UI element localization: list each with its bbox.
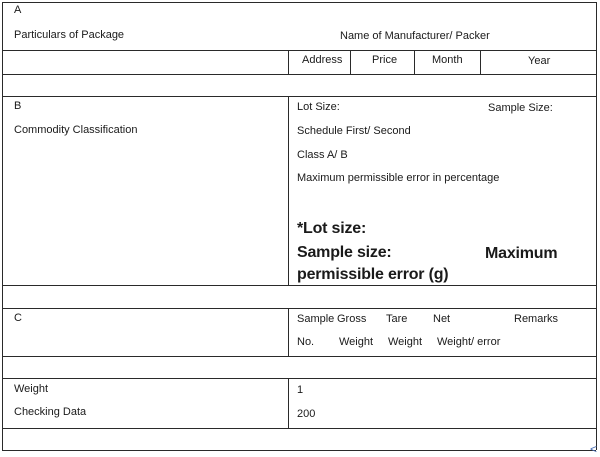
rule-c-bottom xyxy=(2,356,596,357)
header-gross-weight: Weight xyxy=(339,336,374,348)
weight-label: Weight xyxy=(14,383,49,395)
col-divider-c xyxy=(288,308,289,356)
section-b-letter: B xyxy=(14,100,22,112)
sample-size-label: Sample Size: xyxy=(488,102,553,114)
bold-permissible-error: permissible error (g) xyxy=(297,266,449,283)
rule-d-top xyxy=(2,378,596,379)
rule-b-bottom xyxy=(2,285,596,286)
rule-b-top xyxy=(2,96,596,97)
header-net: Net xyxy=(433,313,451,325)
manufacturer-label: Name of Manufacturer/ Packer xyxy=(340,30,490,42)
col-divider-price-month xyxy=(414,50,415,74)
edge-arrow-mark: < xyxy=(590,442,598,456)
rule-c-top xyxy=(2,308,596,309)
header-net-weight-error: Weight/ error xyxy=(437,336,501,348)
classification-label: Commodity Classification xyxy=(14,124,138,136)
rule-right xyxy=(596,2,597,450)
column-month: Month xyxy=(432,54,463,66)
rule-d-bottom xyxy=(2,428,596,429)
rule-left xyxy=(2,2,3,450)
header-no: No. xyxy=(297,336,315,348)
header-gross: Gross xyxy=(337,313,367,325)
schedule-label: Schedule First/ Second xyxy=(297,125,411,137)
rule-bottom xyxy=(2,450,596,451)
checking-data-label: Checking Data xyxy=(14,406,87,418)
bold-maximum: Maximum xyxy=(485,245,558,262)
col-divider-a xyxy=(288,50,289,74)
bold-sample-size: Sample size: xyxy=(297,244,392,261)
column-price: Price xyxy=(372,54,398,66)
section-a-letter: A xyxy=(14,4,22,16)
max-error-label: Maximum permissible error in percentage xyxy=(297,172,500,184)
bold-lot-size: *Lot size: xyxy=(297,220,367,237)
header-remarks: Remarks xyxy=(514,313,559,325)
header-tare-weight: Weight xyxy=(388,336,423,348)
lot-size-label: Lot Size: xyxy=(297,101,340,113)
column-year: Year xyxy=(528,55,551,67)
rule-top xyxy=(2,2,596,3)
col-divider-month-year xyxy=(480,50,481,74)
column-address: Address xyxy=(302,54,343,66)
particulars-label: Particulars of Package xyxy=(14,29,125,41)
col-divider-address-price xyxy=(350,50,351,74)
col-divider-b xyxy=(288,96,289,285)
rule-a-cols xyxy=(2,74,596,75)
header-tare: Tare xyxy=(386,313,408,325)
section-c-letter: C xyxy=(14,312,22,324)
weight-value: 1 xyxy=(297,384,304,396)
col-divider-d xyxy=(288,378,289,428)
checking-data-value: 200 xyxy=(297,408,316,420)
rule-a-sub xyxy=(2,50,596,51)
header-sample: Sample xyxy=(297,313,335,325)
class-label: Class A/ B xyxy=(297,149,348,161)
